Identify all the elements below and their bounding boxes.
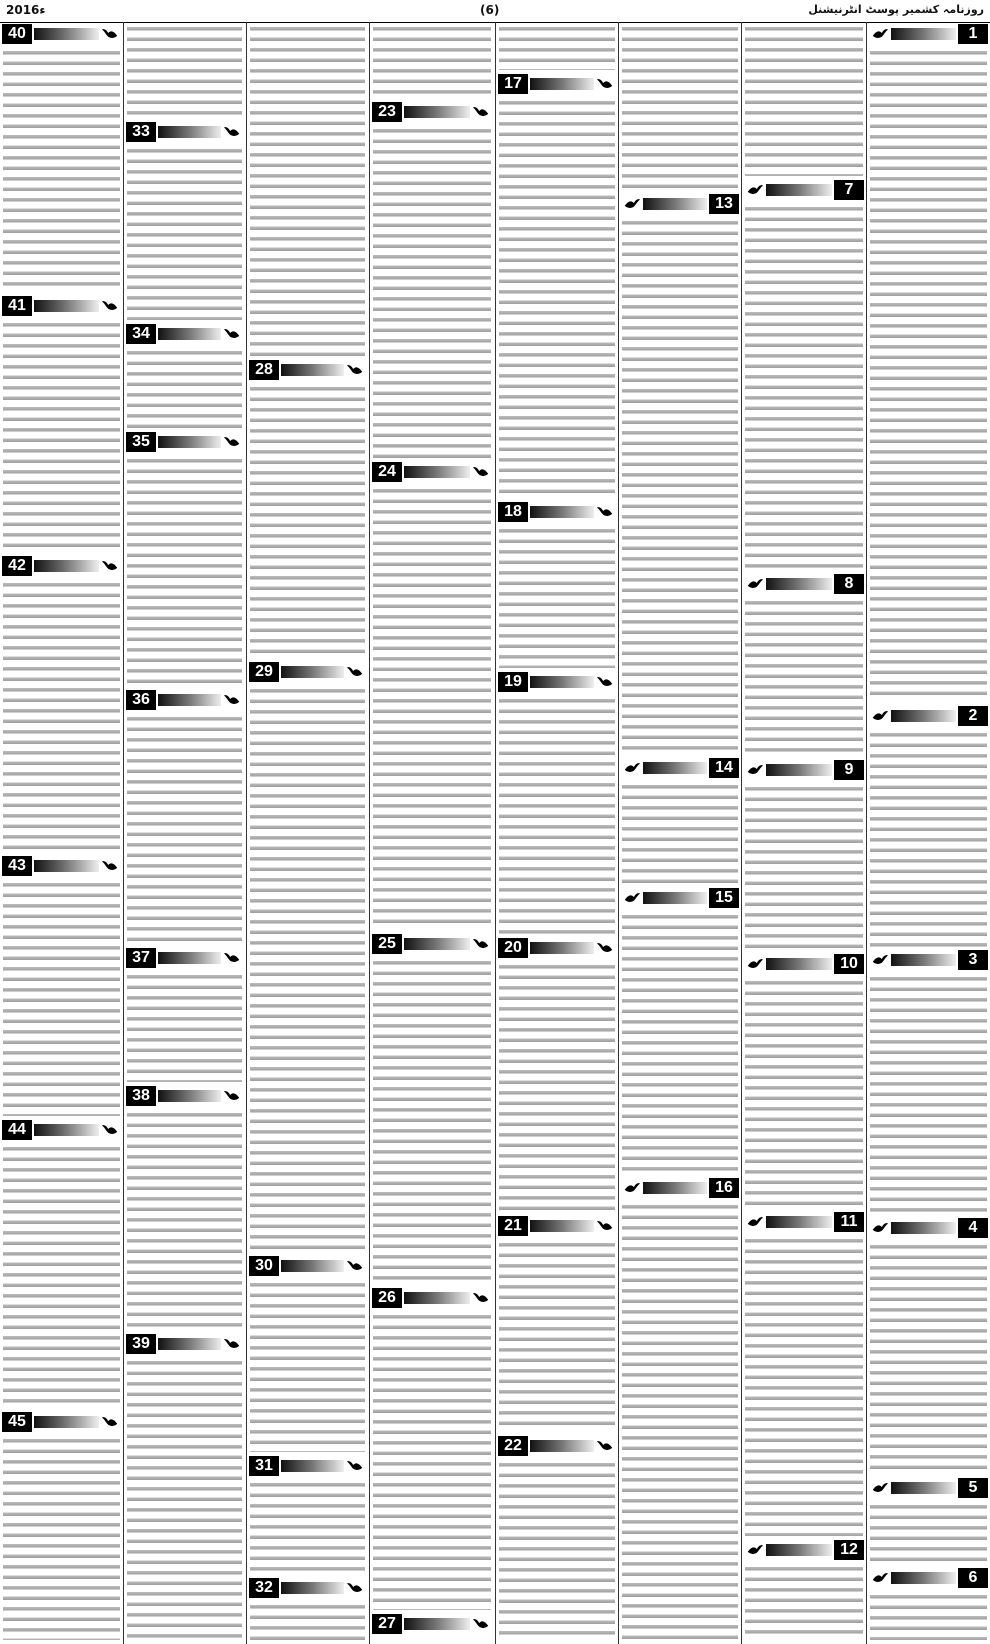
item-number: 41 [2, 296, 32, 316]
article-body [127, 456, 242, 686]
item-header [621, 194, 739, 214]
item-rule [281, 1260, 344, 1272]
item-number: 33 [126, 122, 156, 142]
item-header [869, 1478, 988, 1498]
item-rule [766, 1216, 832, 1228]
article-body [870, 974, 987, 1214]
article-body [745, 598, 863, 756]
article-body [622, 782, 738, 884]
dove-icon [596, 75, 614, 93]
item-header [744, 954, 864, 974]
dove-icon [472, 1289, 490, 1307]
item-header [498, 502, 616, 522]
item-header [2, 556, 121, 576]
article-body [499, 962, 615, 1212]
item-number: 43 [2, 856, 32, 876]
item-number: 24 [372, 462, 402, 482]
dove-icon [346, 1257, 364, 1275]
dove-icon [101, 557, 119, 575]
item-rule [643, 1182, 707, 1194]
item-number: 2 [958, 706, 988, 726]
item-header [744, 180, 864, 200]
item-number: 18 [498, 502, 528, 522]
item-rule [530, 1440, 594, 1452]
item-number: 45 [2, 1412, 32, 1432]
item-header [2, 1120, 121, 1140]
item-rule [34, 1416, 99, 1428]
item-rule [404, 106, 470, 118]
item-number: 9 [834, 760, 864, 780]
item-rule [766, 184, 832, 196]
item-number: 28 [249, 360, 279, 380]
item-number: 34 [126, 324, 156, 344]
dove-icon [223, 949, 241, 967]
item-number: 29 [249, 662, 279, 682]
article-body [499, 98, 615, 498]
column-7 [742, 22, 866, 1644]
item-rule [643, 198, 707, 210]
item-rule [530, 78, 594, 90]
item-header [372, 1614, 492, 1634]
item-rule [766, 578, 832, 590]
article-body [3, 580, 120, 852]
item-number: 35 [126, 432, 156, 452]
dove-icon [746, 575, 764, 593]
article-body [250, 1280, 365, 1452]
item-header [2, 24, 121, 44]
article-body [870, 1242, 987, 1474]
item-header [249, 1256, 366, 1276]
article-body [127, 1110, 242, 1330]
article-body [373, 1312, 491, 1610]
item-header [621, 758, 739, 778]
article-body [373, 486, 491, 930]
item-number: 7 [834, 180, 864, 200]
item-rule [891, 710, 956, 722]
dove-icon [223, 325, 241, 343]
item-number: 1 [958, 24, 988, 44]
item-number: 22 [498, 1436, 528, 1456]
dove-icon [223, 1335, 241, 1353]
dove-icon [871, 707, 889, 725]
dove-icon [101, 1413, 119, 1431]
item-rule [34, 1124, 99, 1136]
article-body [870, 1502, 987, 1562]
article-body [3, 1144, 120, 1408]
article-body [127, 24, 242, 118]
item-number: 30 [249, 1256, 279, 1276]
dove-icon [346, 1457, 364, 1475]
item-rule [158, 694, 221, 706]
item-number: 44 [2, 1120, 32, 1140]
item-rule [766, 958, 832, 970]
dove-icon [871, 1219, 889, 1237]
item-rule [158, 952, 221, 964]
dove-icon [623, 759, 641, 777]
item-rule [530, 506, 594, 518]
article-body [745, 24, 863, 176]
article-body [127, 146, 242, 320]
article-body [127, 972, 242, 1082]
article-body [373, 126, 491, 458]
item-number: 15 [709, 888, 739, 908]
paper-name: روزنامہ کشمیر پوسٹ انٹرنیشنل [808, 3, 984, 16]
item-number: 5 [958, 1478, 988, 1498]
item-number: 11 [834, 1212, 864, 1232]
article-body [499, 24, 615, 70]
item-header [249, 662, 366, 682]
item-number: 10 [834, 954, 864, 974]
article-body [3, 880, 120, 1116]
dove-icon [101, 1121, 119, 1139]
item-rule [891, 1222, 956, 1234]
item-header [869, 1568, 988, 1588]
article-body [250, 1602, 365, 1640]
item-rule [158, 1090, 221, 1102]
item-header [249, 360, 366, 380]
item-rule [404, 1292, 470, 1304]
article-body [622, 912, 738, 1174]
item-rule [891, 1482, 956, 1494]
item-header [2, 1412, 121, 1432]
item-header [2, 856, 121, 876]
item-rule [404, 466, 470, 478]
masthead [0, 0, 990, 23]
item-header [744, 760, 864, 780]
item-header [498, 1436, 616, 1456]
item-rule [891, 1572, 956, 1584]
item-number: 31 [249, 1456, 279, 1476]
article-body [3, 320, 120, 552]
article-body [127, 714, 242, 944]
item-rule [891, 28, 956, 40]
article-body [3, 1436, 120, 1640]
article-body [499, 526, 615, 668]
item-header [126, 1334, 243, 1354]
dove-icon [472, 103, 490, 121]
item-number: 12 [834, 1540, 864, 1560]
item-rule [158, 1338, 221, 1350]
item-header [621, 1178, 739, 1198]
article-body [870, 48, 987, 702]
item-number: 16 [709, 1178, 739, 1198]
item-header [744, 1212, 864, 1232]
column-5 [496, 22, 618, 1644]
article-body [127, 1358, 242, 1640]
dove-icon [223, 433, 241, 451]
article-body [870, 730, 987, 948]
article-body [622, 218, 738, 754]
item-rule [158, 126, 221, 138]
item-rule [404, 1618, 470, 1630]
item-number: 26 [372, 1288, 402, 1308]
article-body [499, 1460, 615, 1640]
item-rule [530, 1220, 594, 1232]
dove-icon [596, 1437, 614, 1455]
dove-icon [596, 1217, 614, 1235]
item-rule [643, 762, 707, 774]
item-number: 13 [709, 194, 739, 214]
item-header [126, 432, 243, 452]
dove-icon [596, 503, 614, 521]
dove-icon [871, 25, 889, 43]
column-6 [619, 22, 741, 1644]
item-header [498, 74, 616, 94]
item-number: 17 [498, 74, 528, 94]
item-rule [34, 28, 99, 40]
dove-icon [101, 25, 119, 43]
article-body [499, 1240, 615, 1432]
dove-icon [223, 1087, 241, 1105]
dove-icon [746, 955, 764, 973]
item-number: 8 [834, 574, 864, 594]
item-header [126, 690, 243, 710]
issue-date: 2016ء [6, 3, 46, 17]
item-rule [281, 1582, 344, 1594]
dove-icon [223, 691, 241, 709]
item-rule [34, 300, 99, 312]
article-body [499, 696, 615, 934]
article-body [250, 686, 365, 1252]
column-3 [247, 22, 368, 1644]
item-header [498, 1216, 616, 1236]
item-number: 25 [372, 934, 402, 954]
dove-icon [101, 297, 119, 315]
article-body [745, 1236, 863, 1536]
item-number: 38 [126, 1086, 156, 1106]
item-number: 32 [249, 1578, 279, 1598]
item-number: 39 [126, 1334, 156, 1354]
item-header [498, 672, 616, 692]
item-rule [158, 328, 221, 340]
dove-icon [596, 939, 614, 957]
item-header [372, 102, 492, 122]
column-1 [0, 22, 123, 1644]
dove-icon [623, 1179, 641, 1197]
item-header [869, 1218, 988, 1238]
article-body [870, 1592, 987, 1640]
item-header [372, 1288, 492, 1308]
item-header [372, 462, 492, 482]
item-rule [530, 942, 594, 954]
dove-icon [223, 123, 241, 141]
dove-icon [623, 889, 641, 907]
item-number: 19 [498, 672, 528, 692]
item-header [126, 948, 243, 968]
dove-icon [871, 951, 889, 969]
item-rule [530, 676, 594, 688]
dove-icon [596, 673, 614, 691]
article-body [373, 24, 491, 98]
article-body [622, 24, 738, 190]
dove-icon [472, 935, 490, 953]
item-number: 27 [372, 1614, 402, 1634]
dove-icon [746, 761, 764, 779]
dove-icon [746, 1213, 764, 1231]
item-rule [158, 436, 221, 448]
item-number: 23 [372, 102, 402, 122]
item-number: 20 [498, 938, 528, 958]
item-number: 14 [709, 758, 739, 778]
dove-icon [871, 1569, 889, 1587]
dove-icon [346, 1579, 364, 1597]
article-body [373, 958, 491, 1284]
article-body [745, 1564, 863, 1640]
dove-icon [472, 1615, 490, 1633]
dove-icon [101, 857, 119, 875]
dove-icon [746, 1541, 764, 1559]
item-header [126, 324, 243, 344]
article-body [745, 204, 863, 570]
item-number: 40 [2, 24, 32, 44]
article-body [250, 24, 365, 356]
item-rule [766, 764, 832, 776]
article-body [127, 348, 242, 428]
item-number: 42 [2, 556, 32, 576]
dove-icon [472, 463, 490, 481]
dove-icon [346, 361, 364, 379]
column-8 [867, 22, 990, 1644]
item-header [372, 934, 492, 954]
item-rule [891, 954, 956, 966]
item-header [249, 1578, 366, 1598]
item-number: 6 [958, 1568, 988, 1588]
item-number: 36 [126, 690, 156, 710]
item-header [869, 706, 988, 726]
dove-icon [346, 663, 364, 681]
item-header [869, 950, 988, 970]
dove-icon [871, 1479, 889, 1497]
article-body [250, 1480, 365, 1574]
item-rule [766, 1544, 832, 1556]
column-2 [124, 22, 245, 1644]
item-rule [281, 364, 344, 376]
item-header [744, 574, 864, 594]
item-header [249, 1456, 366, 1476]
item-header [2, 296, 121, 316]
item-rule [281, 666, 344, 678]
item-rule [34, 560, 99, 572]
item-number: 3 [958, 950, 988, 970]
item-header [126, 122, 243, 142]
dove-icon [746, 181, 764, 199]
item-rule [281, 1460, 344, 1472]
item-header [621, 888, 739, 908]
article-body [745, 978, 863, 1208]
item-number: 4 [958, 1218, 988, 1238]
article-body [3, 48, 120, 292]
item-header [744, 1540, 864, 1560]
item-rule [34, 860, 99, 872]
item-header [126, 1086, 243, 1106]
item-number: 37 [126, 948, 156, 968]
dove-icon [623, 195, 641, 213]
article-body [622, 1202, 738, 1640]
item-rule [404, 938, 470, 950]
item-rule [643, 892, 707, 904]
article-body [250, 384, 365, 658]
column-4 [370, 22, 494, 1644]
item-number: 21 [498, 1216, 528, 1236]
item-header [869, 24, 988, 44]
item-header [498, 938, 616, 958]
page-number: (6) [480, 3, 500, 17]
article-body [745, 784, 863, 950]
